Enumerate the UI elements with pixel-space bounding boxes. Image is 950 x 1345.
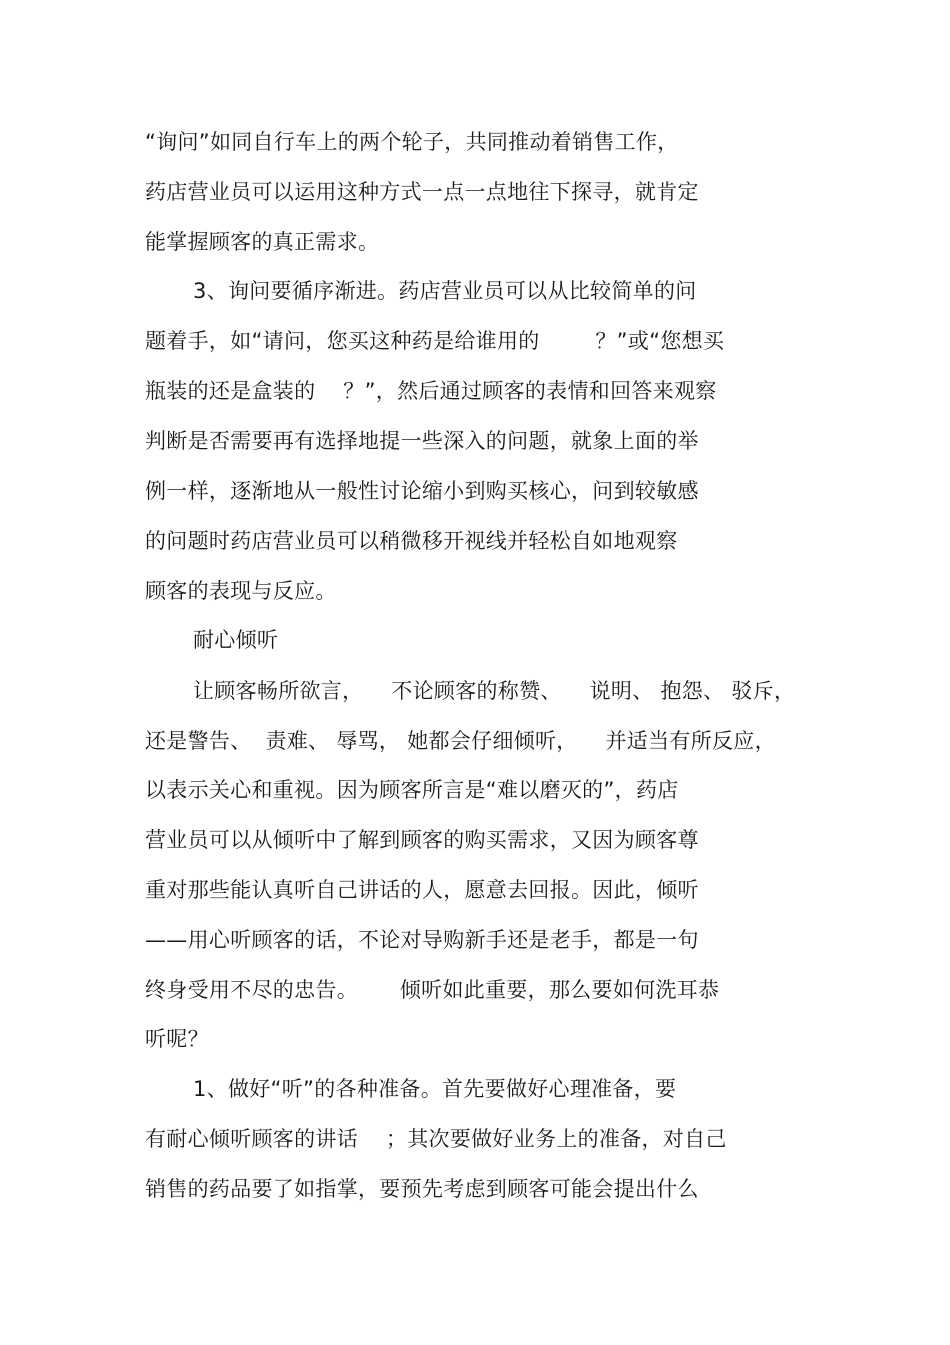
text-line: 判断是否需要再有选择地提一些深入的问题，就象上面的举 [145,429,699,453]
text-line: 听呢？ [145,1027,209,1051]
section-heading: 耐心倾听 [193,628,279,652]
text-line: 有耐心倾听顾客的讲话 ；其次要做好业务上的准备，对自己 [145,1127,727,1151]
text-line: 题着手，如“请问，您买这种药是给谁用的 ？”或“您想买 [145,329,725,353]
text-line: 药店营业员可以运用这种方式一点一点地往下探寻，就肯定 [145,180,699,204]
text-line: 营业员可以从倾听中了解到顾客的购买需求，又因为顾客尊 [145,828,699,852]
text-line: 1、做好“听”的各种准备。首先要做好心理准备，要 [193,1077,677,1101]
text-line: 能掌握顾客的真正需求。 [145,230,380,254]
text-line: 例一样，逐渐地从一般性讨论缩小到购买核心，问到较敏感 [145,479,699,503]
text-line: 3、询问要循序渐进。药店营业员可以从比较简单的问 [193,279,697,303]
text-line: 顾客的表现与反应。 [145,579,337,603]
text-line: ——用心听顾客的话，不论对导购新手还是老手，都是一句 [145,928,699,952]
text-line: 销售的药品要了如指掌，要预先考虑到顾客可能会提出什么 [145,1177,699,1201]
text-line: 终身受用不尽的忠告。 倾听如此重要，那么要如何洗耳恭 [145,978,720,1002]
text-line: 以表示关心和重视。因为顾客所言是“难以磨灭的”，药店 [145,778,679,802]
text-line: 还是警告、 责难、 辱骂， 她都会仔细倾听， 并适当有所反应， [145,729,776,753]
text-line: 瓶装的还是盒装的 ？”，然后通过顾客的表情和回答来观察 [145,379,717,403]
text-line: 重对那些能认真听自己讲话的人，愿意去回报。因此，倾听 [145,878,699,902]
text-line: “询问”如同自行车上的两个轮子，共同推动着销售工作， [145,130,679,154]
text-line: 让顾客畅所欲言， 不论顾客的称赞、 说明、 抱怨、 驳斥， [193,679,796,703]
text-line: 的问题时药店营业员可以稍微移开视线并轻松自如地观察 [145,529,678,553]
